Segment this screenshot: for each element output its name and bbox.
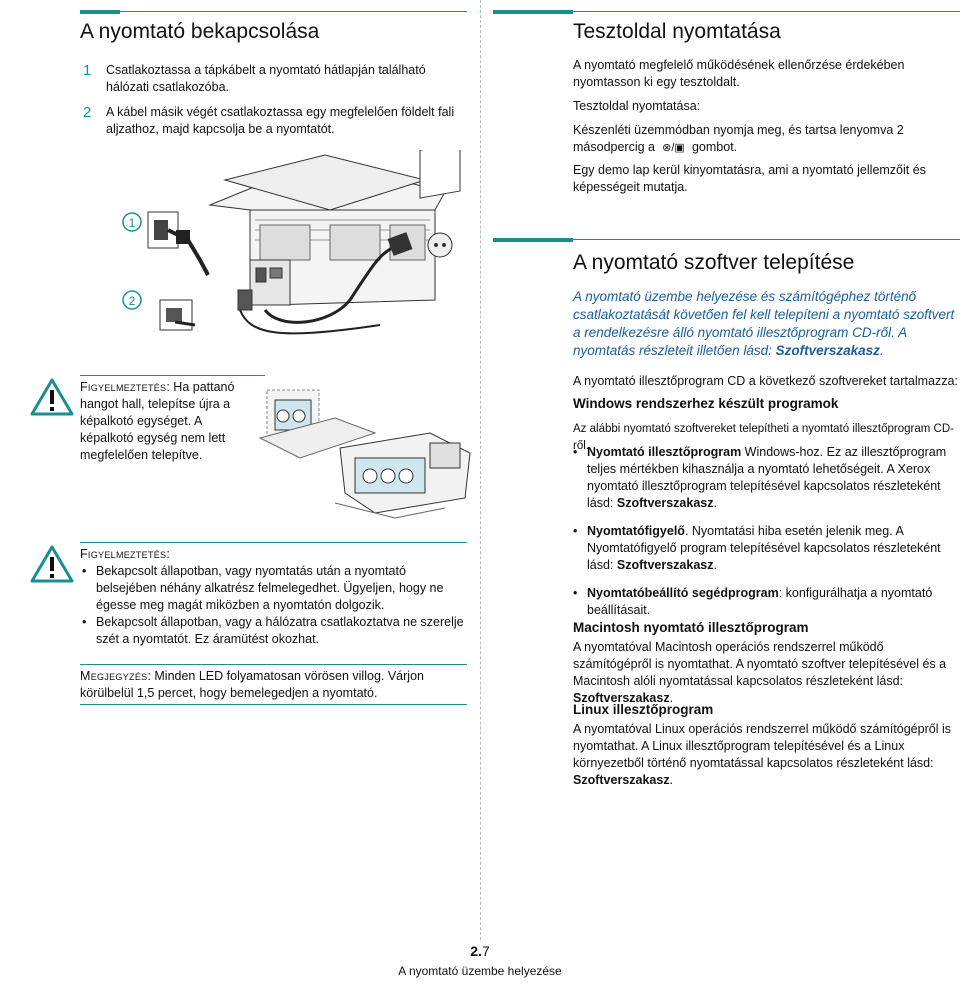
step-number-1: 1: [83, 62, 92, 79]
step-1-text: Csatlakoztassa a tápkábelt a nyomtató hátlapján található hálózati csatlakozóba.: [106, 63, 426, 94]
illus-label-1: 1: [128, 216, 136, 230]
warning1-text: [80, 379, 258, 464]
test-page-p2: Tesztoldal nyomtatása:: [573, 99, 701, 113]
section-title-power-on: A nyomtató bekapcsolása: [80, 20, 320, 43]
warning2-bullet-1: • Bekapcsolt állapotban, vagy nyomtatás után a nyomtató belsejében néhány alkatrész felmelegedhet. Ügyeljen, hogy ne égesse meg magát miközben a nyomtatón dolgozik.: [82, 563, 467, 614]
software-bullet-monitor-link[interactable]: Szoftverszakasz: [616, 558, 714, 572]
warning-icon: [30, 378, 74, 416]
switch-closeup-box: [123, 291, 195, 330]
warning2-rule: [80, 542, 467, 543]
warning2-bullet-2: • Bekapcsolt állapotban, vagy a hálózatra csatlakoztatva ne szerelje szét a nyomtatót. Ez áramütést okozhat.: [82, 614, 467, 648]
software-bullet-driver-name: Nyomtató illesztőprogram: [587, 445, 742, 459]
linux-link[interactable]: Szoftverszakasz: [573, 773, 670, 787]
windows-software-list: [573, 444, 958, 628]
software-intro-end: .: [879, 343, 884, 358]
warning2-label: Figyelmeztetés: [80, 547, 167, 561]
section-title-software: A nyomtató szoftver telepítése: [573, 251, 855, 274]
left-header-bar: [80, 10, 120, 14]
software-bullet-monitor-name: Nyomtatófigyelő: [587, 524, 685, 538]
linux-subheading: Linux illesztőprogram: [573, 702, 714, 717]
software-bullet-monitor-end: .: [713, 558, 717, 572]
linux-body: A nyomtatóval Linux operációs rendszerrel működő számítógépről is nyomtathat. A Linux illesztőprogram telepítésével és a Linux környezetből történő nyomtatással kapcsolatos részleteként lásd:: [573, 722, 951, 770]
page-number-chapter: 2.: [470, 943, 482, 959]
note-body: : Minden LED folyamatosan vörösen villog. Várjon körülbelül 1,5 percet, hogy bemelegedjen a nyomtató.: [80, 669, 424, 700]
printer-rear-drawing: [210, 155, 445, 310]
note-bottom-rule: [80, 704, 467, 705]
step-number-2: 2: [83, 104, 92, 121]
software-bullet-driver: [573, 444, 958, 512]
note-text: [80, 668, 465, 702]
imaging-unit-illustration: [255, 378, 480, 523]
windows-subheading: Windows rendszerhez készült programok: [573, 396, 839, 411]
windows-text: Az alábbi nyomtató szoftvereket telepítheti a nyomtató illesztőprogram CD-ről.: [573, 423, 954, 452]
page-number: [0, 943, 960, 959]
warning1-label: Figyelmeztetés: [80, 380, 167, 394]
column-divider: [480, 0, 481, 940]
right-header-bar: [493, 10, 573, 14]
section-title-test-page: Tesztoldal nyomtatása: [573, 20, 781, 43]
software-header-bar: [493, 238, 573, 242]
test-page-p1: A nyomtató megfelelő működésének ellenőrzése érdekében nyomtasson ki egy tesztoldalt.: [573, 58, 905, 89]
software-intro-link[interactable]: Szoftverszakasz: [775, 343, 880, 358]
software-intro: [573, 288, 958, 360]
page-number-page: 7: [481, 943, 490, 959]
warning2-colon: :: [166, 547, 170, 561]
mac-subheading: Macintosh nyomtató illesztőprogram: [573, 620, 809, 635]
illus-label-2: 2: [128, 294, 136, 308]
warning1-rule: [80, 375, 265, 376]
printer-power-illustration: [80, 150, 480, 355]
software-intro-text: A nyomtató üzembe helyezése és számítógéphez történő csatlakoztatását követően fel kell telepíteni a nyomtató szoftvert a rendelkezésre álló nyomtató illesztőprogram CD-ről. A nyomtatás részleteit illetően lásd:: [573, 289, 955, 358]
linux-end: .: [669, 773, 674, 787]
software-bullet-driver-end: .: [713, 496, 717, 510]
mac-link[interactable]: Szoftverszakasz: [573, 691, 670, 705]
warning-icon-2: [30, 545, 74, 583]
software-bullet-settings-name: Nyomtatóbeállító segédprogram: [587, 586, 779, 600]
cd-contents-text: A nyomtató illesztőprogram CD a következő szoftvereket tartalmazza:: [573, 374, 958, 388]
software-bullet-settings: [573, 585, 958, 619]
warning2-list: [82, 563, 467, 657]
mac-end: .: [669, 691, 674, 705]
plug-closeup-box: [123, 212, 208, 275]
software-bullet-monitor: [573, 523, 958, 574]
software-bullet-monitor-text: . Nyomtatási hiba esetén jelenik meg. A Nyomtatófigyelő program telepítésével kapcsolatos részleteként lásd:: [587, 524, 941, 572]
footer-chapter-label: A nyomtató üzembe helyezése: [398, 964, 562, 978]
test-page-p3b: gombot.: [691, 140, 738, 154]
step-2-text: A kábel másik végét csatlakoztassa egy megfelelően földelt fali aljzathoz, majd kapcsolja be a nyomtatót.: [106, 105, 455, 136]
right-header-rule: [573, 11, 960, 12]
note-label: Megjegyzés: [80, 669, 148, 683]
software-header-rule: [573, 239, 960, 240]
software-bullet-settings-text: : konfigurálhatja a nyomtató beállításait.: [587, 586, 933, 617]
software-bullet-driver-text: Windows-hoz. Ez az illesztőprogram teljes mértékben kihasználja a nyomtató lehetőségeit. A Xerox nyomtató illesztőprogram telepítésével kapcsolatos részleteként lásd:: [587, 445, 947, 510]
test-page-p3: [573, 122, 958, 157]
linux-text: [573, 721, 958, 789]
test-page-p4: Egy demo lap kerül kinyomtatásra, ami a nyomtató jellemzőit és képességeit mutatja.: [573, 163, 926, 194]
left-header-rule: [120, 11, 467, 12]
mac-body: A nyomtatóval Macintosh operációs rendszerrel működő számítógépről is nyomtathat. A nyomtató szoftver telepítésével és a Macintosh alóli nyomtatással kapcsolatos részleteként lásd:: [573, 640, 947, 688]
warning2-heading: [80, 546, 170, 563]
mac-text: [573, 639, 958, 707]
warning1-body: : Ha pattanó hangot hall, telepítse újra a képalkotó egységet. A képalkotó egység nem lett megfelelően telepítve.: [80, 380, 235, 462]
cancel-stop-button-icon: ⊗/▣: [662, 142, 685, 154]
software-bullet-driver-link[interactable]: Szoftverszakasz: [616, 496, 714, 510]
note-rule: [80, 664, 467, 665]
test-page-p3a: Készenléti üzemmódban nyomja meg, és tartsa lenyomva 2 másodpercig a: [573, 123, 904, 154]
